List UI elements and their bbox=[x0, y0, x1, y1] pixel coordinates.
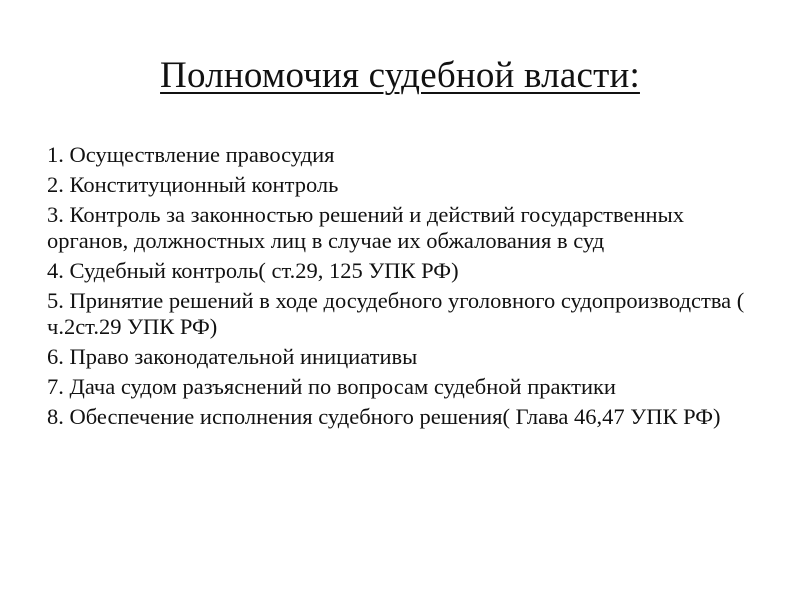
list-item: 7. Дача судом разъяснений по вопросам судебной практики bbox=[47, 374, 616, 399]
list-item: 4. Судебный контроль( ст.29, 125 УПК РФ) bbox=[47, 258, 459, 283]
list-item: 1. Осуществление правосудия bbox=[47, 142, 335, 167]
powers-list bbox=[47, 142, 757, 434]
list-item: 3. Контроль за законностью решений и действий государственных органов, должностных лиц в случае их обжалования в суд bbox=[47, 202, 684, 253]
list-item: 2. Конституционный контроль bbox=[47, 172, 339, 197]
slide-title: Полномочия судебной власти: bbox=[160, 55, 640, 96]
list-item: 5. Принятие решений в ходе досудебного уголовного судопроизводства ( ч.2ст.29 УПК РФ) bbox=[47, 288, 745, 339]
list-item: 8. Обеспечение исполнения судебного решения( Глава 46,47 УПК РФ) bbox=[47, 404, 721, 429]
list-item: 6. Право законодательной инициативы bbox=[47, 344, 418, 369]
